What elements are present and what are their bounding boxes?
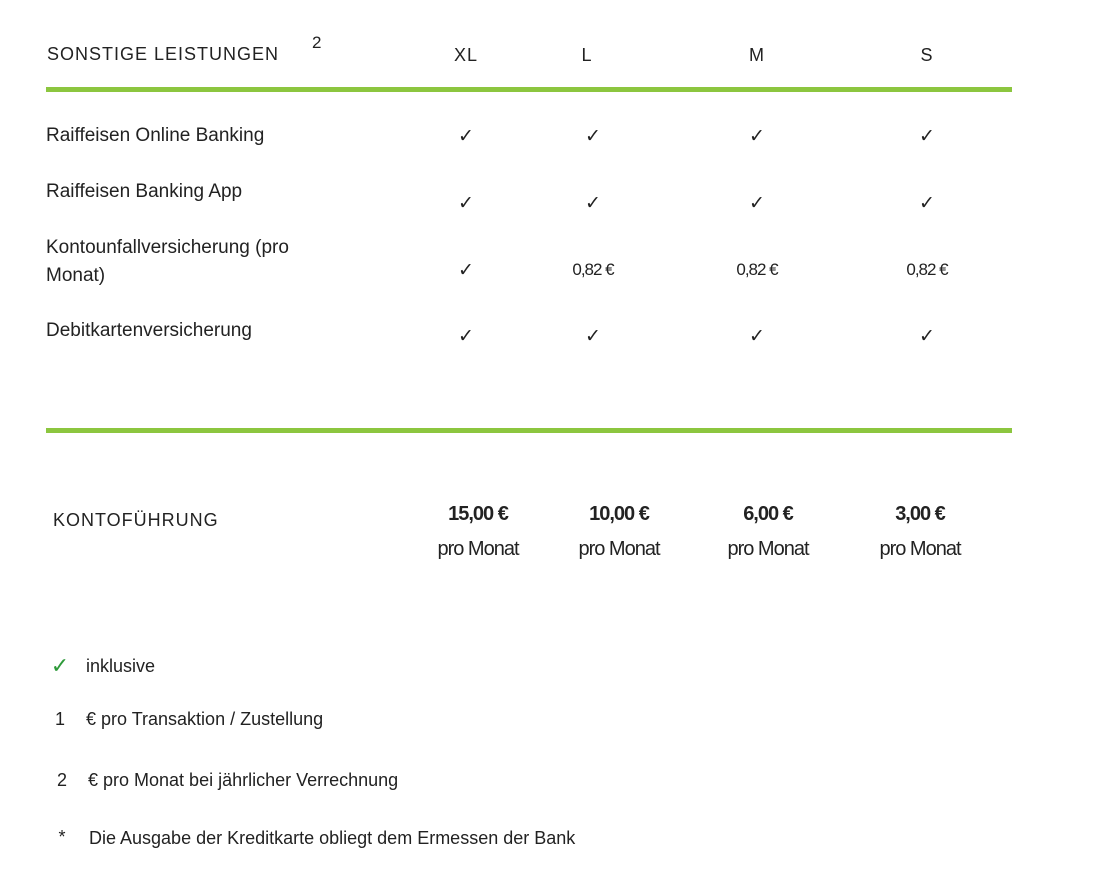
section-footnote-marker: 2: [312, 33, 322, 52]
fee-amount: 10,00 €: [589, 503, 649, 525]
column-header-xl: XL: [453, 45, 479, 65]
check-icon: ✓: [585, 193, 601, 214]
legend-marker-2: 2: [56, 770, 67, 790]
row-label-kontounfallversicherung: Kontounfallversicherung (pro Monat): [46, 237, 289, 286]
fee-s: [860, 503, 980, 561]
legend-text-2: € pro Monat bei jährlicher Verrechnung: [88, 770, 399, 790]
row-label-online-banking: Raiffeisen Online Banking: [46, 125, 265, 146]
fee-unit: pro Monat: [578, 538, 660, 560]
fee-amount: 3,00 €: [895, 503, 945, 525]
legend-text-asterisk: Die Ausgabe der Kreditkarte obliegt dem Ermessen der Bank: [89, 828, 576, 848]
row-label-debitkartenversicherung: Debitkartenversicherung: [46, 320, 252, 341]
check-icon: ✓: [458, 326, 474, 347]
fee-xl: [418, 503, 538, 561]
check-icon: ✓: [749, 193, 765, 214]
column-header-l: L: [581, 45, 593, 65]
column-header-s: S: [920, 45, 934, 65]
price-value: 0,82 €: [572, 260, 614, 279]
check-icon: ✓: [749, 326, 765, 347]
check-icon: ✓: [919, 326, 935, 347]
section-title: SONSTIGE LEISTUNGEN: [47, 44, 280, 64]
legend-text-inklusive: inklusive: [86, 656, 156, 676]
check-icon: ✓: [458, 193, 474, 214]
price-value: 0,82 €: [736, 260, 778, 279]
check-icon: ✓: [919, 193, 935, 214]
legend-marker-asterisk: *: [58, 827, 66, 847]
fee-unit: pro Monat: [437, 538, 519, 560]
fee-amount: 6,00 €: [743, 503, 793, 525]
check-icon: ✓: [458, 126, 474, 147]
check-icon: ✓: [458, 260, 474, 281]
column-header-m: M: [749, 45, 765, 65]
check-icon: ✓: [585, 326, 601, 347]
fee-unit: pro Monat: [879, 538, 961, 560]
check-icon: ✓: [749, 126, 765, 147]
fee-amount: 15,00 €: [448, 503, 508, 525]
check-icon: ✓: [585, 126, 601, 147]
header-divider: [46, 87, 1012, 92]
legend-marker-1: 1: [54, 709, 65, 729]
fees-label: KONTOFÜHRUNG: [53, 510, 219, 530]
fee-m: [708, 503, 828, 561]
fee-l: [559, 503, 679, 561]
legend-text-1: € pro Transaktion / Zustellung: [86, 709, 324, 729]
section-divider: [46, 428, 1012, 433]
fee-unit: pro Monat: [727, 538, 809, 560]
price-value: 0,82 €: [906, 260, 948, 279]
check-icon: ✓: [919, 126, 935, 147]
row-label-banking-app: Raiffeisen Banking App: [46, 181, 243, 202]
check-icon: ✓: [50, 653, 70, 678]
